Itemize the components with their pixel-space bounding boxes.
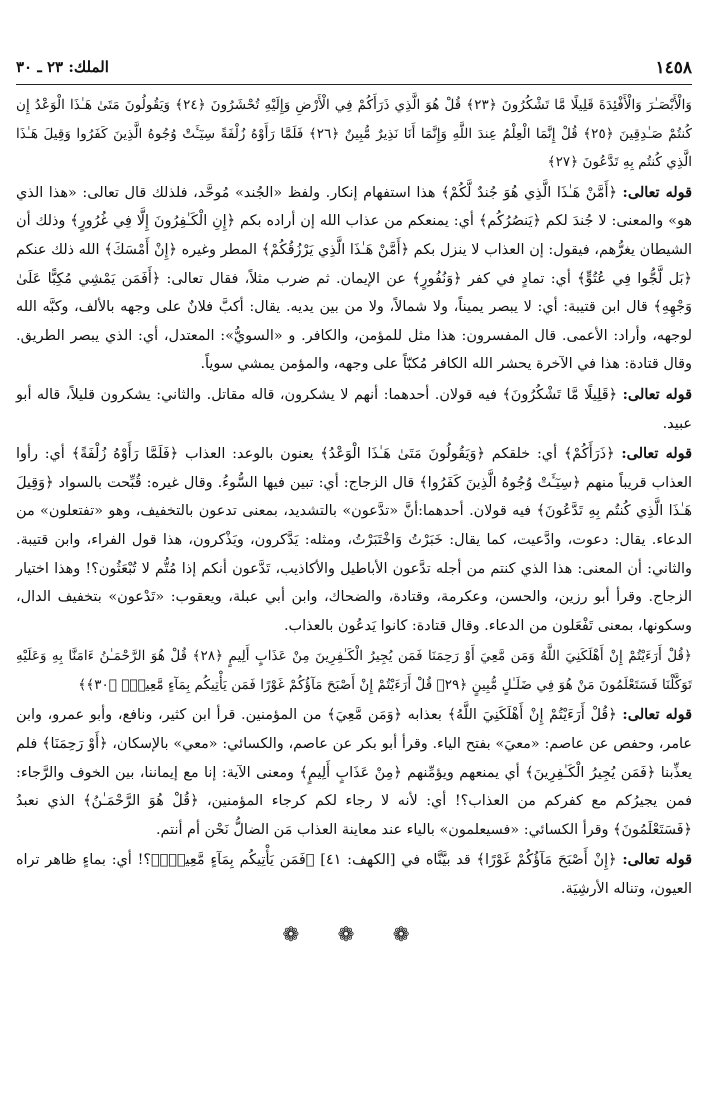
paragraph-lead: قوله تعالى: <box>622 851 693 869</box>
commentary-paragraph <box>16 440 692 640</box>
paragraph-lead: قوله تعالى: <box>622 183 692 201</box>
paragraph-text: ﴿قَلِيلًا مَّا تَشْكُرُونَ﴾ فيه قولان. أحدهما: أنهم لا يشكرون، قاله مقاتل. والثاني: يشكرون قليلاً، قاله أبو عبيد. <box>16 386 692 432</box>
paragraph-text: ﴿إِنْ أَصْبَحَ مَآؤُكُمْ غَوْرًا﴾ قد بيَّنَّاه في [الكهف: ٤١] ﴿فَمَن يَأْتِيكُم بِمَآءٍ مَّعِينٍۭ﴾؟! أي: بماءٍ ظاهر تراه العيون، وتناله الأرشِيَة. <box>16 852 692 898</box>
section-separator: ❁ ❁ ❁ <box>282 921 426 946</box>
quran-verse-block <box>16 642 692 699</box>
paragraph-text: ﴿ذَرَأَكُمْ﴾ أي: خلقكم ﴿وَيَقُولُونَ مَتَىٰ هَـٰذَا الْوَعْدُ﴾ يعنون بالوعد: العذاب ﴿فَلَمَّا رَأَوْهُ زُلْفَةً﴾ أي: رأوا العذاب قريباً منهم ﴿سِيٓـَٔتْ وُجُوهُ الَّذِينَ كَفَرُوا﴾ قال الزجاج: أي: تبين فيها السُّوءُ. وقال غيره: قُبِّحت بالسواد ﴿وَقِيلَ هَـٰذَا الَّذِي كُنتُم بِهِ تَدَّعُونَ﴾ فيه قولان. أحدهما:أنَّ «تدَّعون» بالتشديد، بمعنى تدعون بالتخفيف، وهو «تفتعلون» من الدعاء. يقال: دعوت، وادَّعيت، كما يقال: خَبَرْتُ وَاخْتَبَرْتُ، ومثله: يَدَّكرون، ويَذْكرون، هذا قول الفراء، وابن قتيبة. والثاني: أن المعنى: هذا الذي كنتم من أجله تدَّعون الأباطيل والأكاذيب، تَدَّعون أنكم إذا مُتُّم لا تُبْعَثُون؟! وهذا اختيار الزجاج. وقرأ أبو رزين، والحسن، وعكرمة، وقتادة، والضحاك، وابن أبي عبلة، ويعقوب: «تَدْعون» بتخفيف الدال، وسكونها، بمعنى تَفْعَلون من الدعاء. وقال قتادة: كانوا يَدعُون بالعذاب. <box>16 446 692 634</box>
paragraph-text: ﴿قُلْ أَرَءَيْتُمْ إِنْ أَهْلَكَنِيَ اللَّهُ﴾ بعذابه ﴿وَمَن مَّعِيَ﴾ من المؤمنين. قرأ ابن كثير، ونافع، وأبو عمرو، وابن عامر، وحفص عن عاصم: «معيَ» بفتح الياء. وقرأ أبو بكر عن عاصم، والكسائي: «معي» بالإسكان، ﴿أَوْ رَحِمَنَا﴾ فلم يعذِّبنا ﴿فَمَن يُجِيرُ الْكَـٰفِرِينَ﴾ أي يمنعهم ويؤمِّنهم ﴿مِنْ عَذَابٍ أَلِيمٍ﴾ ومعنى الآية: إنا مع إيماننا، بين الخوف والرَّجاء: فمن يجيرُكم مع كفركم من العذاب؟! أي: لأنه لا رجاء لكم كرجاء المؤمنين، ﴿قُلْ هُوَ الرَّحْمَـٰنُ﴾ الذي نعبدُ ﴿فَسَتَعْلَمُونَ﴾ وقرأ الكسائي: «فسيعلمون» بالياء عند معاينة العذاب مَن الضالُّ نَحْن أم أنتم. <box>16 707 692 838</box>
paragraph-lead: قوله تعالى: <box>622 385 692 403</box>
paragraph-lead: قوله تعالى: <box>622 706 692 724</box>
commentary-paragraph <box>16 701 692 844</box>
page-number: ١٤٥٨ <box>655 58 692 78</box>
paragraph-text: ﴿أَمَّنْ هَـٰذَا الَّذِي هُوَ جُندٌ لَّكُمْ﴾ هذا استفهام إنكار. ولفظ «الجُند» مُوحَّد، فلذلك قال تعالى: «هذا الذي هو» والمعنى: لا جُندَ لكم ﴿يَنصُرُكُم﴾ أي: يمنعكم من عذاب الله إن أراده بكم ﴿إِنِ الْكَـٰفِرُونَ إِلَّا فِي غُرُورٍ﴾ وذلك أن الشيطان يغرُّهم، فيقول: إن العذاب لا ينزل بكم ﴿أَمَّنْ هَـٰذَا الَّذِي يَرْزُقُكُمْ﴾ المطر وغيره ﴿إِنْ أَمْسَكَ﴾ الله ذلك عنكم ﴿بَل لَّجُّوا فِي عُتُوٍّ﴾ أي: تمادٍ في كفر ﴿وَنُفُورٍ﴾ عن الإيمان. ثم ضرب مثلاً، فقال تعالى: ﴿أَفَمَن يَمْشِي مُكِبًّا عَلَىٰ وَجْهِهِ﴾ قال ابن قتيبة: أي: لا يبصر يميناً، ولا شمالاً، ولا من بين يديه. يقال: أكبَّ فلانٌ على وجهه بالألف، وكبَّه الله لوجهه، وأراد: الأعمى. قال المفسرون: هذا مثل للمؤمن، والكافر. و «السويُّ»: المعتدل، أي: الذي يبصر الطريق. وقال قتادة: هذا في الآخرة يحشر الله الكافر مُكبّاً على وجهه، والمؤمن يمشي سوياً. <box>16 184 692 373</box>
commentary-paragraph <box>16 179 692 379</box>
verse-text: وَالْأَبْصَـٰرَ وَالْأَفْئِدَةَ قَلِيلًا مَّا تَشْكُرُونَ ﴿٢٣﴾ قُلْ هُوَ الَّذِي ذَرَأَكُمْ فِي الْأَرْضِ وَإِلَيْهِ تُحْشَرُونَ ﴿٢٤﴾ وَيَقُولُونَ مَتَىٰ هَـٰذَا الْوَعْدُ إِن كُنتُمْ صَـٰدِقِينَ ﴿٢٥﴾ قُلْ إِنَّمَا الْعِلْمُ عِندَ اللَّهِ وَإِنَّمَا أَنَا نَذِيرٌ مُّبِينٌ ﴿٢٦﴾ فَلَمَّا رَأَوْهُ زُلْفَةً سِيٓـَٔتْ وُجُوهُ الَّذِينَ كَفَرُوا وَقِيلَ هَـٰذَا الَّذِي كُنتُم بِهِ تَدَّعُونَ ﴿٢٧﴾ <box>16 97 692 171</box>
running-title: الملك: ٢٣ ـ ٣٠ <box>16 58 109 76</box>
page-header <box>16 56 692 85</box>
commentary-paragraph <box>16 846 692 903</box>
book-page <box>16 56 692 946</box>
verse-text: ﴿قُلْ أَرَءَيْتُمْ إِنْ أَهْلَكَنِيَ اللَّهُ وَمَن مَّعِيَ أَوْ رَحِمَنَا فَمَن يُجِيرُ الْكَـٰفِرِينَ مِنْ عَذَابٍ أَلِيمٍ ﴿٢٨﴾ قُلْ هُوَ الرَّحْمَـٰنُ ءَامَنَّا بِهِ وَعَلَيْهِ تَوَكَّلْنَا فَسَتَعْلَمُونَ مَنْ هُوَ فِي ضَلَـٰلٍ مُّبِينٍ ﴿٢٩﴾ قُلْ أَرَءَيْتُمْ إِنْ أَصْبَحَ مَآؤُكُمْ غَوْرًا فَمَن يَأْتِيكُم بِمَآءٍ مَّعِينٍۭ ﴿٣٠﴾﴾ <box>16 648 692 693</box>
page-content <box>16 91 692 946</box>
commentary-paragraph <box>16 381 692 438</box>
paragraph-lead: قوله تعالى: <box>621 445 692 463</box>
quran-verse-block <box>16 91 692 177</box>
